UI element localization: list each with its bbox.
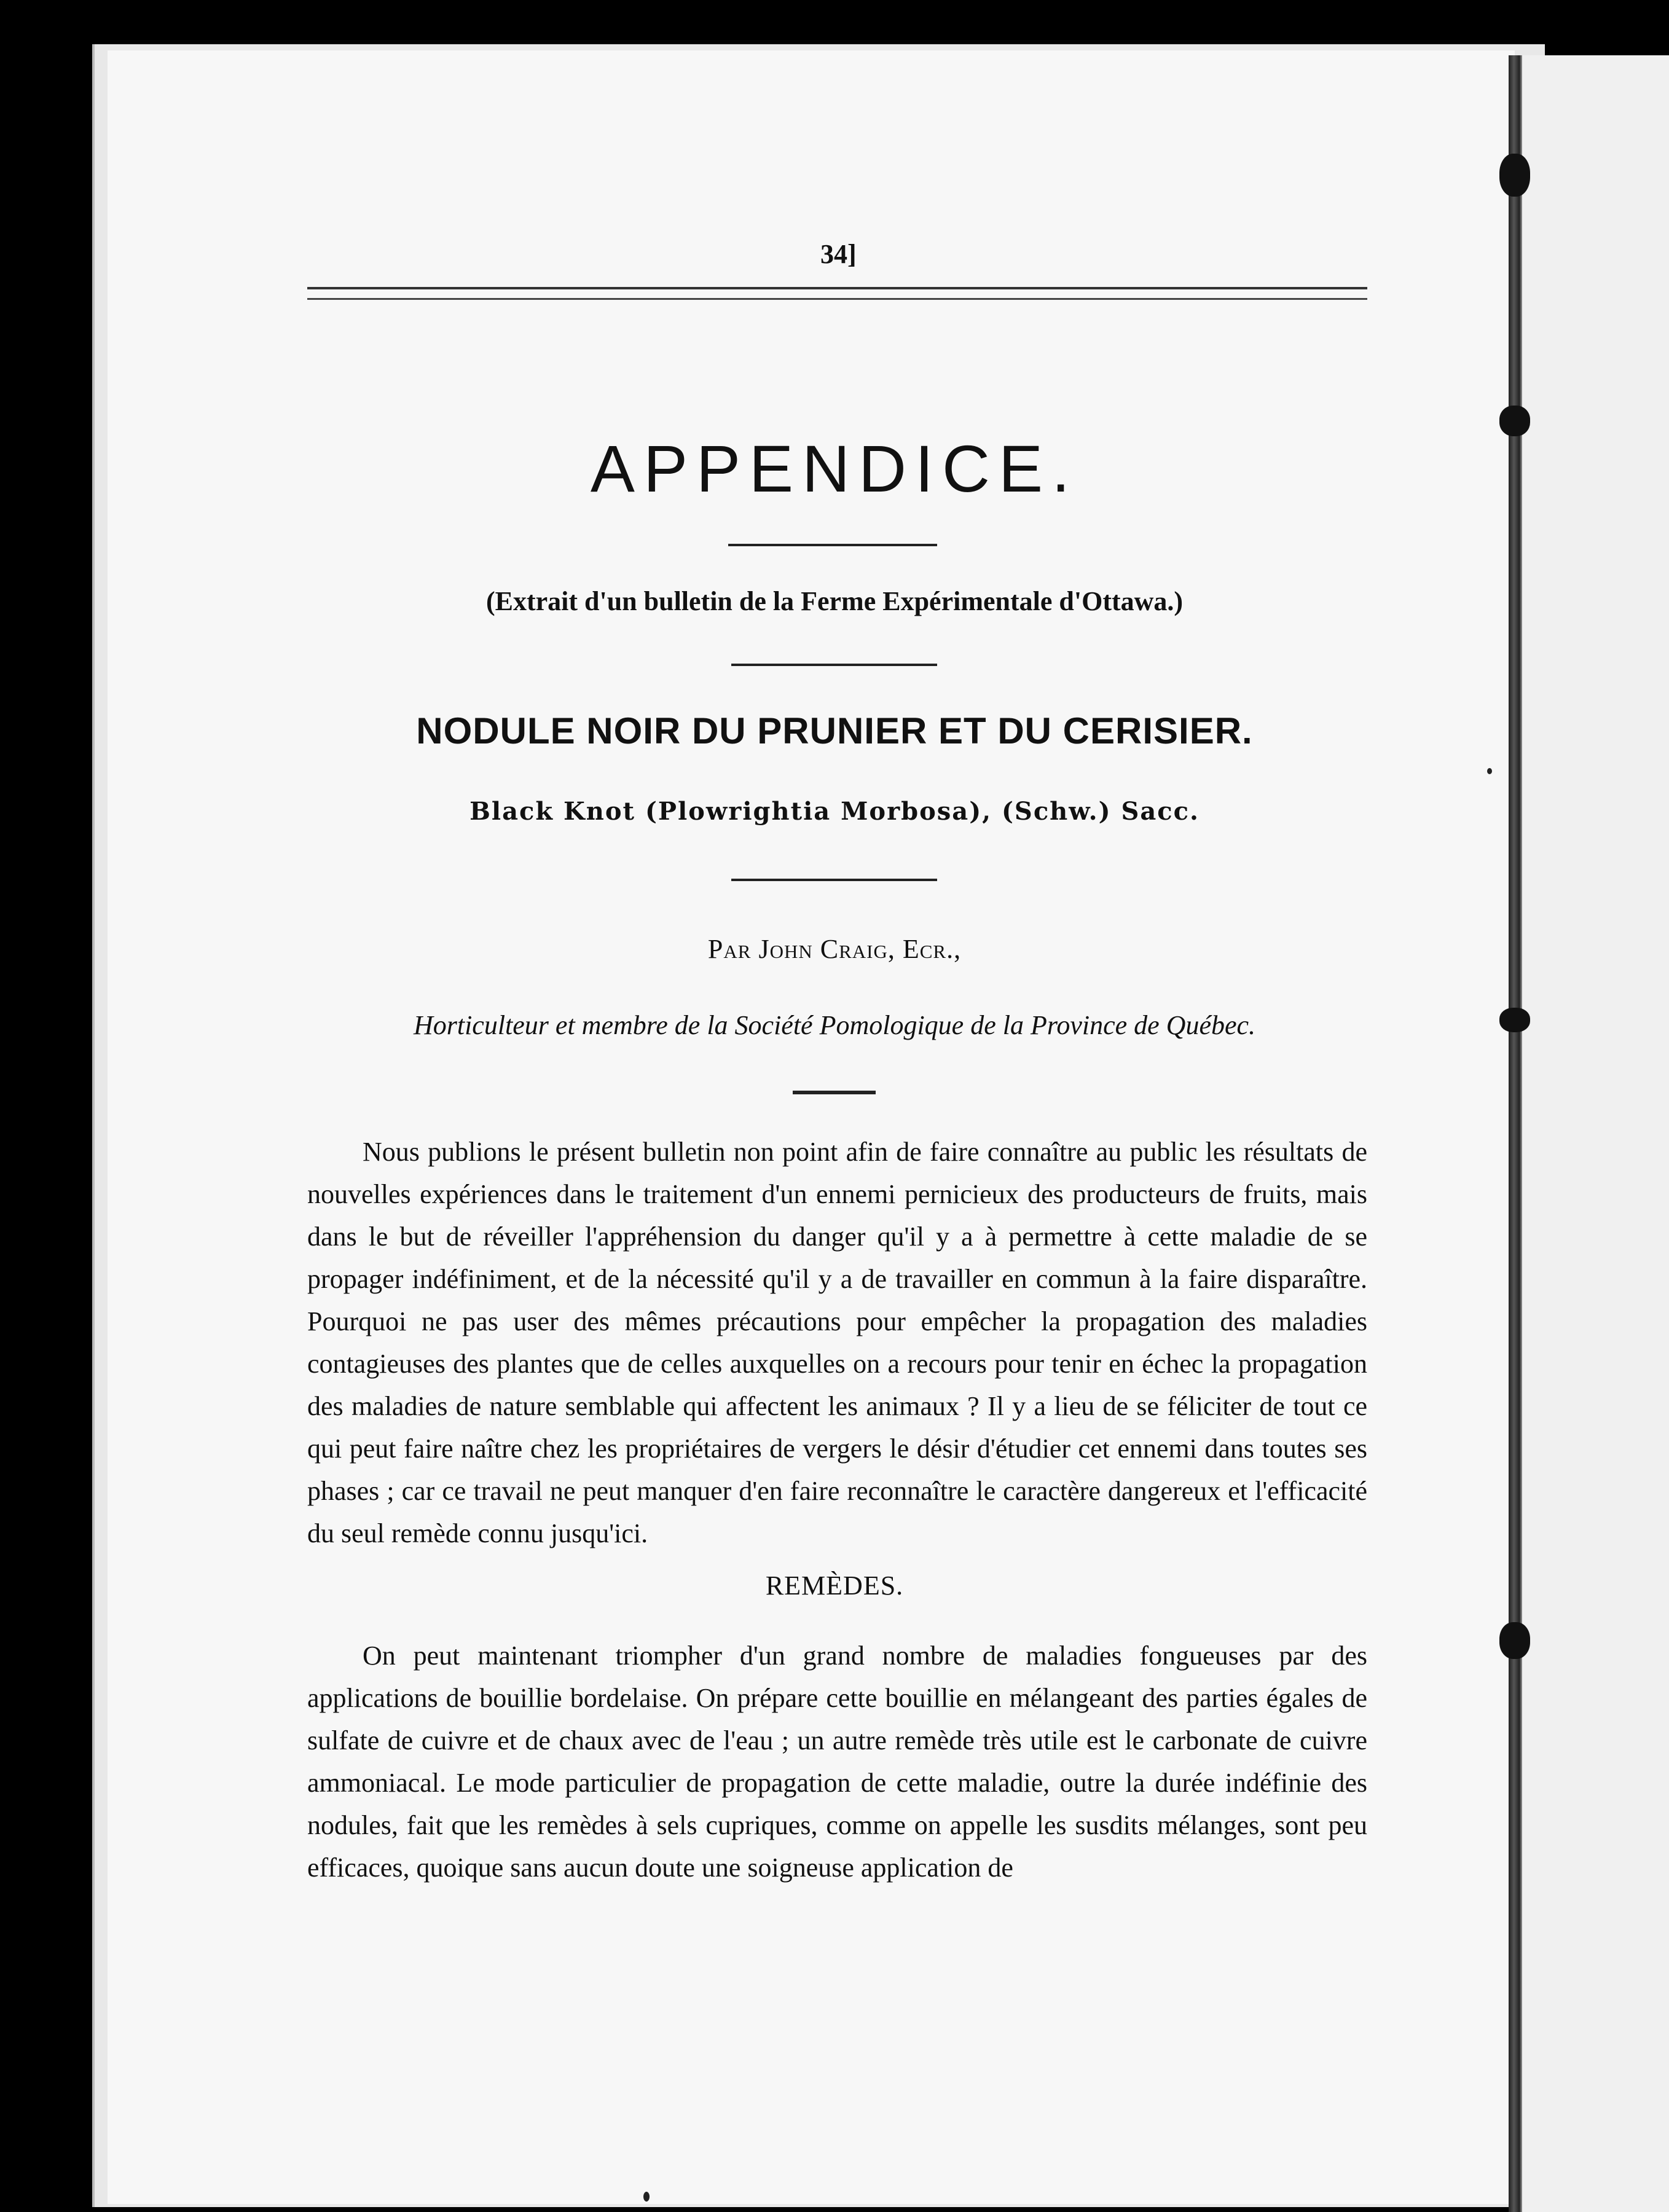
- author-affiliation: Horticulteur et membre de la Société Pomologique de la Province de Québec.: [413, 1010, 1256, 1040]
- scan-speck: [1487, 768, 1492, 774]
- binding-thread-knot: [1499, 154, 1530, 197]
- source-rule: [731, 664, 937, 666]
- author-rule: [793, 1091, 876, 1094]
- binding-spine: [1509, 55, 1522, 2212]
- intro-paragraph-text: Nous publions le présent bulletin non point afin de faire connaître au public les résultats de nouvelles expériences dans le traitement d'un ennemi pernicieux des producteurs de fruits, mais dans le but de réveiller l'appréhension du danger qu'il y a à permettre à cette maladie de se propager indéfiniment, et de la nécessité qu'il y a de travailler en commun à la faire disparaître. Pourquoi ne pas user des mêmes précautions pour empêcher la propagation des maladies contagieuses des plantes que de celles auxquelles on a recours pour tenir en échec la propagation des maladies de nature semblable qui affectent les animaux ? Il y a lieu de se féliciter de tout ce qui peut faire naître chez les propriétaires de vergers le désir d'étudier cet ennemi dans toutes ses phases ; car ce travail ne peut manquer d'en faire reconnaître le caractère dangereux et l'efficacité du seul remède connu jusqu'ici.: [307, 1137, 1367, 1548]
- author-line: Par John Craig, Ecr.,: [707, 934, 962, 964]
- remedies-paragraph-text: On peut maintenant triompher d'un grand nombre de maladies fongueuses par des applications de bouillie bordelaise. On prépare cette bouillie en mélangeant des parties égales de sulfate de cuivre et de chaux avec de l'eau ; un autre remède très utile est le carbonate de cuivre ammoniacal. Le mode particulier de propagation de cette maladie, outre la durée indéfinie des nodules, fait que les remèdes à sels cupriques, comme on appelle les susdits mélanges, sont peu efficaces, quoique sans aucun doute une soigneuse application de: [307, 1641, 1367, 1883]
- title-rule: [728, 544, 937, 546]
- facing-page-edge: [1518, 55, 1669, 2212]
- scan-speck: [643, 2192, 650, 2202]
- page-number: 34]: [820, 239, 857, 269]
- intro-paragraph: [307, 1131, 1367, 1555]
- article-subheading: Black Knot (Plowrightia Morbosa), (Schw.) Sacc.: [469, 797, 1200, 826]
- remedies-paragraph: [307, 1634, 1367, 1889]
- section-heading-remedes: REMÈDES.: [765, 1571, 904, 1601]
- header-rule: [307, 287, 1367, 300]
- source-note: (Extrait d'un bulletin de la Ferme Expérimentale d'Ottawa.): [485, 586, 1184, 616]
- article-heading: NODULE NOIR DU PRUNIER ET DU CERISIER.: [416, 710, 1253, 751]
- page-title: APPENDICE.: [590, 431, 1079, 506]
- binding-thread-knot: [1499, 1622, 1530, 1659]
- subheading-rule: [731, 879, 937, 881]
